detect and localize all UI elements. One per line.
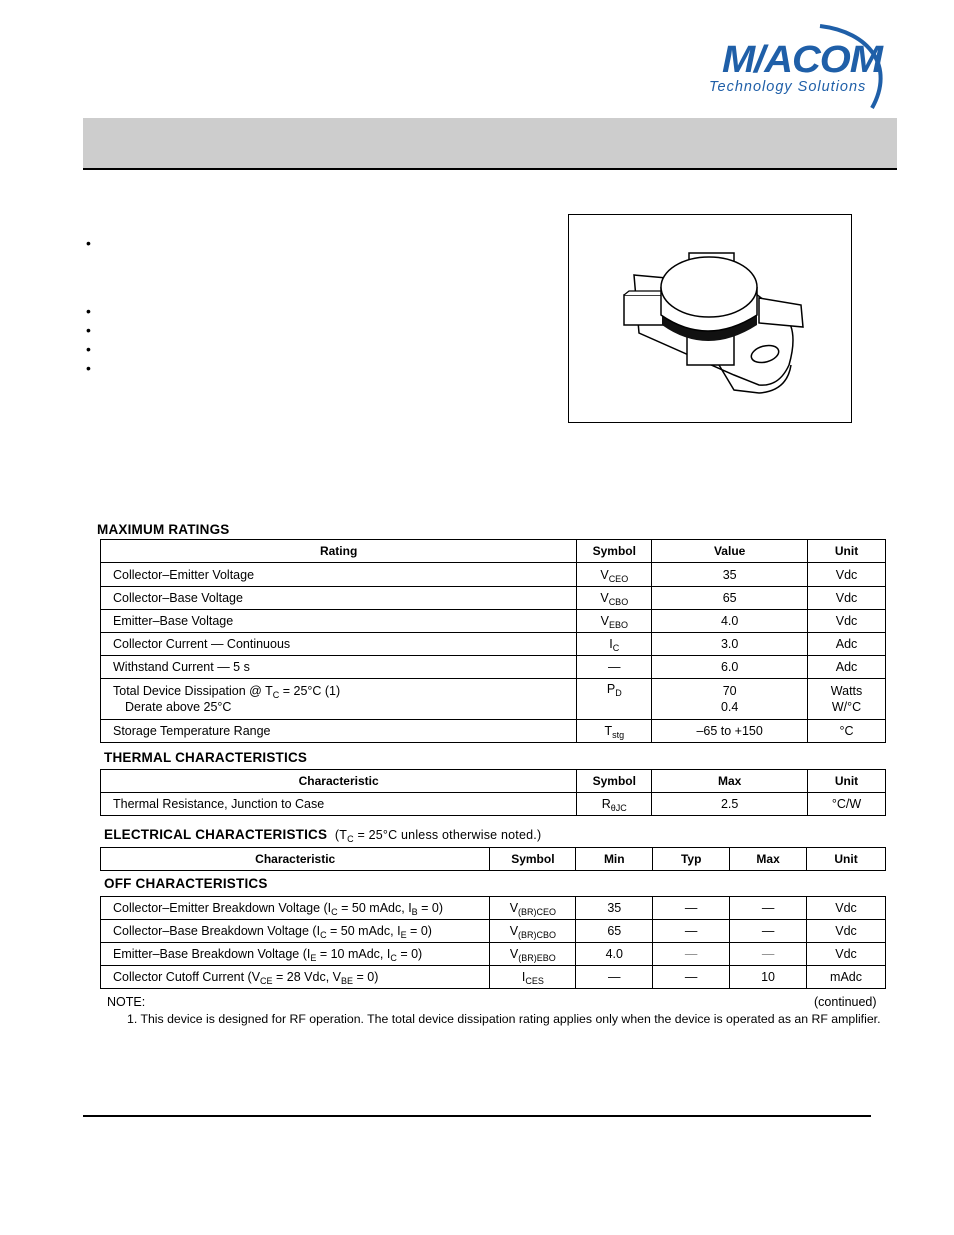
max-cell: — <box>730 920 807 943</box>
logo-wordmark: M/ACOM <box>722 39 882 81</box>
feature-bullet: • <box>86 235 91 251</box>
table-header-row <box>101 848 886 871</box>
thermal-table <box>100 769 886 816</box>
rating-cell: Withstand Current — 5 s <box>101 656 577 679</box>
characteristic-cell: Collector–Emitter Breakdown Voltage ($I_C = 50$ mAdc, $I_B = 0$) <box>101 897 490 920</box>
value-cell: 35 <box>652 563 808 587</box>
symbol-cell: $I_C$ <box>577 633 652 656</box>
symbol-cell: — <box>577 656 652 679</box>
table-row <box>101 656 886 679</box>
characteristic-cell: Thermal Resistance, Junction to Case <box>101 793 577 816</box>
symbol-cell: $V_{CBO}$ <box>577 587 652 610</box>
table-row <box>101 720 886 743</box>
footer-rule <box>83 1115 871 1117</box>
max-cell: 2.5 <box>652 793 808 816</box>
unit-cell: °C/W <box>808 793 886 816</box>
symbol-cell: $V_{(BR)EBO}$ <box>490 943 576 966</box>
thermal-title: THERMAL CHARACTERISTICS <box>104 750 308 765</box>
table-row <box>101 633 886 656</box>
off-characteristics-title: OFF CHARACTERISTICS <box>104 876 268 891</box>
value-cell: 70 0.4 <box>652 679 808 720</box>
max-ratings-title: MAXIMUM RATINGS <box>97 522 230 537</box>
note-1: 1. This device is designed for RF operation. The total device dissipation rating applies only when the device is operated as an RF amplifier. <box>127 1012 881 1026</box>
table-row <box>101 897 886 920</box>
typ-cell: — <box>653 943 730 966</box>
electrical-title: ELECTRICAL CHARACTERISTICS ($T_C = 25^\circ C$ unless otherwise noted.) <box>104 827 542 844</box>
rating-cell: Collector Current — Continuous <box>101 633 577 656</box>
rating-cell: Emitter–Base Voltage <box>101 610 577 633</box>
min-cell: 4.0 <box>576 943 653 966</box>
unit-cell: mAdc <box>807 966 886 989</box>
table-row <box>101 587 886 610</box>
col-header-unit: Unit <box>808 770 886 793</box>
max-ratings-table <box>100 539 886 743</box>
table-row <box>101 943 886 966</box>
col-header-symbol: Symbol <box>577 540 652 563</box>
characteristic-cell: Collector–Base Breakdown Voltage ($I_C = 50$ mAdc, $I_E = 0$) <box>101 920 490 943</box>
value-cell: 3.0 <box>652 633 808 656</box>
col-header-symbol: Symbol <box>490 848 576 871</box>
unit-cell: °C <box>808 720 886 743</box>
rating-cell: Total Device Dissipation @ $T_C = 25^\circ C$ (1) Derate above 25°C <box>101 679 577 720</box>
electrical-condition: ($T_C = 25^\circ C$ unless otherwise noted.) <box>334 828 542 844</box>
rating-cell: Storage Temperature Range <box>101 720 577 743</box>
col-header-symbol: Symbol <box>577 770 652 793</box>
table-row <box>101 793 886 816</box>
note-label: NOTE: <box>107 995 146 1009</box>
value-cell: 4.0 <box>652 610 808 633</box>
electrical-table-header <box>100 847 886 871</box>
package-image-frame <box>568 214 852 423</box>
symbol-cell: $I_{CES}$ <box>490 966 576 989</box>
value-cell: 6.0 <box>652 656 808 679</box>
col-header-characteristic: Characteristic <box>101 848 490 871</box>
min-cell: — <box>576 966 653 989</box>
symbol-cell: $P_D$ <box>577 679 652 720</box>
symbol-cell: $V_{EBO}$ <box>577 610 652 633</box>
company-logo <box>700 22 890 114</box>
feature-bullet: • <box>86 360 91 376</box>
unit-cell: Vdc <box>807 920 886 943</box>
symbol-cell: $V_{(BR)CEO}$ <box>490 897 576 920</box>
unit-cell: Adc <box>808 633 886 656</box>
unit-cell: Vdc <box>808 587 886 610</box>
feature-bullet: • <box>86 341 91 357</box>
transistor-package-icon <box>569 215 853 424</box>
unit-cell: Adc <box>808 656 886 679</box>
unit-cell: Vdc <box>807 943 886 966</box>
min-cell: 35 <box>576 897 653 920</box>
max-cell: — <box>730 943 807 966</box>
feature-bullet: • <box>86 322 91 338</box>
col-header-characteristic: Characteristic <box>101 770 577 793</box>
min-cell: 65 <box>576 920 653 943</box>
table-row <box>101 610 886 633</box>
rating-cell: Collector–Base Voltage <box>101 587 577 610</box>
col-header-value: Value <box>652 540 808 563</box>
max-cell: — <box>730 897 807 920</box>
max-cell: 10 <box>730 966 807 989</box>
unit-cell: Watts W/°C <box>808 679 886 720</box>
symbol-cell: $R_{\theta JC}$ <box>577 793 652 816</box>
col-header-typ: Typ <box>653 848 730 871</box>
continued-label: (continued) <box>814 995 877 1009</box>
typ-cell: — <box>653 966 730 989</box>
unit-cell: Vdc <box>808 610 886 633</box>
typ-cell: — <box>653 897 730 920</box>
typ-cell: — <box>653 920 730 943</box>
unit-cell: Vdc <box>808 563 886 587</box>
col-header-max: Max <box>730 848 807 871</box>
rating-cell: Collector–Emitter Voltage <box>101 563 577 587</box>
characteristic-cell: Collector Cutoff Current ($V_{CE} = 28$ Vdc, $V_{BE} = 0$) <box>101 966 490 989</box>
characteristic-cell: Emitter–Base Breakdown Voltage ($I_E = 10$ mAdc, $I_C = 0$) <box>101 943 490 966</box>
table-header-row <box>101 540 886 563</box>
logo-tagline: Technology Solutions <box>709 79 867 95</box>
electrical-table <box>100 896 886 989</box>
table-row <box>101 920 886 943</box>
table-row <box>101 563 886 587</box>
feature-bullet: • <box>86 303 91 319</box>
col-header-min: Min <box>576 848 653 871</box>
value-cell: –65 to +150 <box>652 720 808 743</box>
col-header-rating: Rating <box>101 540 577 563</box>
col-header-unit: Unit <box>808 540 886 563</box>
symbol-cell: $V_{CEO}$ <box>577 563 652 587</box>
symbol-cell: $V_{(BR)CBO}$ <box>490 920 576 943</box>
table-row <box>101 966 886 989</box>
unit-cell: Vdc <box>807 897 886 920</box>
col-header-max: Max <box>652 770 808 793</box>
symbol-cell: $T_{stg}$ <box>577 720 652 743</box>
col-header-unit: Unit <box>807 848 886 871</box>
value-cell: 65 <box>652 587 808 610</box>
table-header-row <box>101 770 886 793</box>
header-band <box>83 118 897 170</box>
table-row <box>101 679 886 720</box>
